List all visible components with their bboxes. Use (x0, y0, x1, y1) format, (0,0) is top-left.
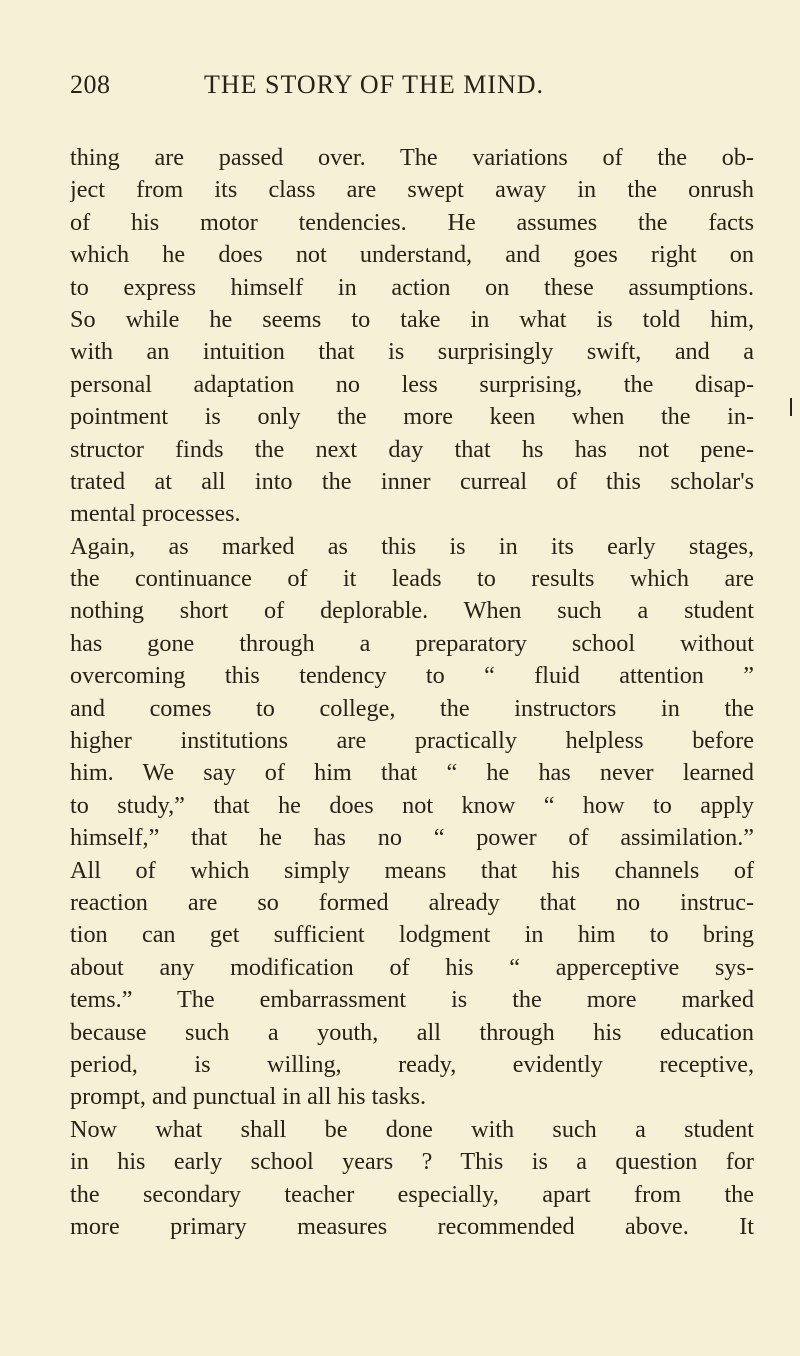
text-line: Now what shall be done with such a student (70, 1115, 754, 1143)
text-line: more primary measures recommended above. It (70, 1212, 754, 1240)
text-line: the continuance of it leads to results which are (70, 565, 754, 593)
text-line: personal adaptation no less surprising, the disap- (70, 370, 754, 398)
text-line: prompt, and punctual in all his tasks. (70, 1083, 427, 1111)
text-line: All of which simply means that his channels of (70, 856, 754, 884)
margin-mark (790, 398, 792, 416)
text-line: So while he seems to take in what is told him, (70, 305, 754, 333)
text-line: and comes to college, the instructors in the (70, 694, 754, 722)
text-line: period, is willing, ready, evidently receptive, (70, 1050, 754, 1078)
text-line: tems.” The embarrassment is the more marked (70, 986, 754, 1014)
text-line: to express himself in action on these assumptions. (70, 273, 754, 301)
text-line: Again, as marked as this is in its early stages, (70, 532, 754, 560)
text-line: pointment is only the more keen when the in- (70, 403, 754, 431)
text-line: mental processes. (70, 500, 241, 528)
text-line: thing are passed over. The variations of the ob- (70, 144, 754, 171)
text-line: to study,” that he does not know “ how to apply (70, 791, 754, 819)
body-text (70, 142, 754, 1243)
text-line: overcoming this tendency to “ fluid attention ” (70, 662, 754, 690)
text-line: because such a youth, all through his education (70, 1018, 754, 1046)
text-line: tion can get sufficient lodgment in him to bring (70, 921, 754, 949)
running-head (70, 70, 710, 110)
text-line: about any modification of his “ apperceptive sys- (70, 953, 754, 981)
text-line: has gone through a preparatory school without (70, 629, 754, 657)
text-line: with an intuition that is surprisingly swift, and a (70, 338, 754, 366)
text-line: the secondary teacher especially, apart from the (70, 1180, 754, 1208)
text-line: higher institutions are practically helpless before (70, 727, 754, 755)
text-line: reaction are so formed already that no instruc- (70, 888, 754, 916)
text-line: trated at all into the inner curreal of this scholar's (70, 467, 754, 495)
text-line: him. We say of him that “ he has never learned (70, 759, 754, 787)
text-line: of his motor tendencies. He assumes the facts (70, 208, 754, 236)
text-line: structor finds the next day that hs has not pene- (70, 435, 754, 463)
text-line: ject from its class are swept away in the onrush (70, 176, 754, 204)
text-line: which he does not understand, and goes right on (70, 241, 754, 269)
running-title: THE STORY OF THE MIND. (204, 70, 545, 99)
text-line: himself,” that he has no “ power of assimilation.” (70, 824, 754, 852)
text-line: nothing short of deplorable. When such a student (70, 597, 754, 625)
page-number: 208 (70, 70, 111, 99)
text-line: in his early school years ? This is a question for (70, 1148, 754, 1176)
